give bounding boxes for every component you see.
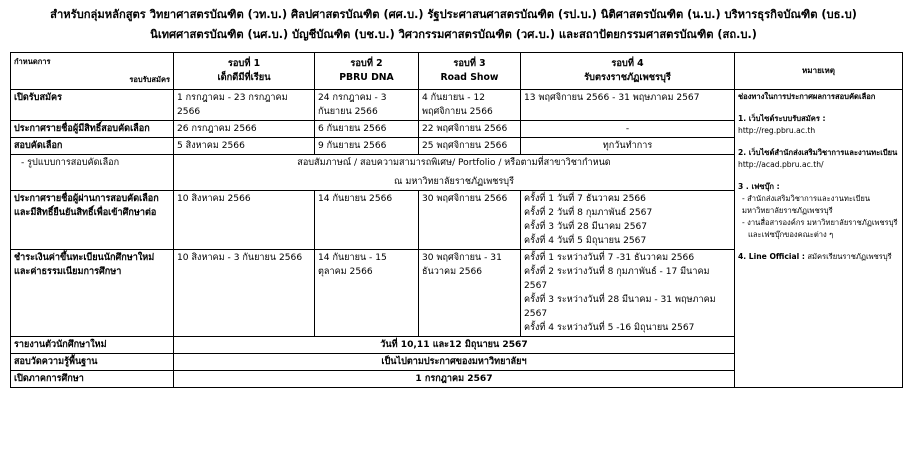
corner-bottom-label: รอบรับสมัคร: [129, 75, 170, 84]
pass-round4-item: ครั้งที่ 2 วันที่ 8 กุมภาพันธ์ 2567: [524, 208, 653, 218]
notes-header: หมายเหตุ: [735, 53, 903, 90]
fee-round4-item: ครั้งที่ 4 ระหว่างวันที่ 5 -16 มิถุนายน 2567: [524, 323, 695, 333]
corner-top-label: กำหนดการ: [14, 57, 51, 66]
round-header-3: รอบที่ 3 Road Show: [419, 53, 521, 90]
basic-value: เป็นไปตามประกาศของมหาวิทยาลัยฯ: [174, 354, 735, 371]
eligible-round3: 22 พฤศจิกายน 2566: [419, 121, 521, 138]
table-header-row: [11, 53, 903, 90]
exam-round4: ทุกวันทำการ: [521, 138, 735, 155]
exam-round3: 25 พฤศจิกายน 2566: [419, 138, 521, 155]
note-3-line: และเฟซบุ๊กของคณะต่าง ๆ: [748, 230, 834, 239]
row-label-apply: เปิดรับสมัคร: [11, 90, 174, 121]
apply-round4: 13 พฤศจิกายน 2566 - 31 พฤษภาคม 2567: [521, 90, 735, 121]
round-header-1: รอบที่ 1 เด็กดีมีที่เรียน: [174, 53, 315, 90]
note-4-title: 4. Line Official :: [738, 252, 805, 261]
note-1-url[interactable]: http://reg.pbru.ac.th: [738, 126, 816, 135]
row-label-basic: สอบวัดความรู้พื้นฐาน: [11, 354, 174, 371]
note-2-url[interactable]: http://acad.pbru.ac.th/: [738, 160, 824, 169]
fee-round4: [521, 250, 735, 337]
term-value: 1 กรกฎาคม 2567: [174, 371, 735, 388]
pass-round1: 10 สิงหาคม 2566: [174, 191, 315, 250]
note-1-title: 1. เว็บไซต์ระบบรับสมัคร :: [738, 114, 826, 123]
apply-round3: 4 กันยายน - 12 พฤศจิกายน 2566: [419, 90, 521, 121]
page-title-line2: นิเทศศาสตรบัณฑิต (นศ.บ.) บัญชีบัณฑิต (บช.บ.) วิศวกรรมศาสตรบัณฑิต (วศ.บ.) และสถาปัตยกรรมศาสตรบัณฑิต (สถ.บ.): [150, 28, 757, 41]
eligible-round4: -: [521, 121, 735, 138]
exam-round2: 9 กันยายน 2566: [315, 138, 419, 155]
pass-round4: [521, 191, 735, 250]
apply-round1: 1 กรกฎาคม - 23 กรกฎาคม 2566: [174, 90, 315, 121]
row-label-eligible: ประกาศรายชื่อผู้มีสิทธิ์สอบคัดเลือก: [11, 121, 174, 138]
row-label-fee: ชำระเงินค่าขึ้นทะเบียนนักศึกษาใหม่และค่าธรรมเนียมการศึกษา: [11, 250, 174, 337]
report-value: วันที่ 10,11 และ12 มิถุนายน 2567: [174, 337, 735, 354]
note-3-line: - สำนักส่งเสริมวิชาการและงานทะเบียน มหาวิทยาลัยราชภัฏเพชรบุรี: [742, 194, 871, 215]
table-row-apply: [11, 90, 903, 121]
fee-round3: 30 พฤศจิกายน - 31 ธันวาคม 2566: [419, 250, 521, 337]
pass-round4-item: ครั้งที่ 4 วันที่ 5 มิถุนายน 2567: [524, 236, 647, 246]
pass-round3: 30 พฤศจิกายน 2566: [419, 191, 521, 250]
note-2-title: 2. เว็บไซต์สำนักส่งเสริมวิชาการและงานทะเบียน: [738, 148, 898, 157]
page-title-line1: สำหรับกลุ่มหลักสูตร วิทยาศาสตรบัณฑิต (วท.บ.) ศิลปศาสตรบัณฑิต (ศศ.บ.) รัฐประศาสนศาสตรบัณฑิต (รป.บ.) นิติศาสตรบัณฑิต (น.บ.) บริหารธุรกิจบัณฑิต (บธ.บ): [50, 8, 857, 21]
pass-round2: 14 กันยายน 2566: [315, 191, 419, 250]
row-label-report: รายงานตัวนักศึกษาใหม่: [11, 337, 174, 354]
exam-round1: 5 สิงหาคม 2566: [174, 138, 315, 155]
row-label-format: - รูปแบบการสอบคัดเลือก: [11, 155, 174, 191]
row-label-exam: สอบคัดเลือก: [11, 138, 174, 155]
format-line2: ณ มหาวิทยาลัยราชภัฏเพชรบุรี: [394, 177, 514, 187]
notes-cell: [735, 90, 903, 388]
fee-round4-item: ครั้งที่ 1 ระหว่างวันที่ 7 -31 ธันวาคม 2566: [524, 253, 695, 263]
admission-schedule-table: [10, 52, 903, 388]
note-4-text: สมัครเรียนราชภัฏเพชรบุรี: [807, 252, 892, 261]
round-header-2: รอบที่ 2 PBRU DNA: [315, 53, 419, 90]
format-cell: [174, 155, 735, 191]
pass-round4-item: ครั้งที่ 3 วันที่ 28 มีนาคม 2567: [524, 222, 648, 232]
eligible-round2: 6 กันยายน 2566: [315, 121, 419, 138]
format-line1: สอบสัมภาษณ์ / สอบความสามารถพิเศษ/ Portfolio / หรือตามที่สาขาวิชากำหนด: [297, 158, 611, 168]
row-label-term: เปิดภาคการศึกษา: [11, 371, 174, 388]
round-header-4: รอบที่ 4 รับตรงราชภัฏเพชรบุรี: [521, 53, 735, 90]
fee-round1: 10 สิงหาคม - 3 กันยายน 2566: [174, 250, 315, 337]
notes-title: ช่องทางในการประกาศผลการสอบคัดเลือก: [738, 92, 876, 101]
apply-round2: 24 กรกฎาคม - 3 กันยายน 2566: [315, 90, 419, 121]
fee-round2: 14 กันยายน - 15 ตุลาคม 2566: [315, 250, 419, 337]
note-3-title: 3 . เฟซบุ๊ก :: [738, 182, 780, 191]
corner-header-cell: [11, 53, 174, 90]
note-3-line: - งานสื่อสารองค์กร มหาวิทยาลัยราชภัฏเพชรบุรี: [742, 218, 898, 227]
fee-round4-item: ครั้งที่ 2 ระหว่างวันที่ 8 กุมภาพันธ์ - 17 มีนาคม 2567: [524, 267, 710, 291]
pass-round4-item: ครั้งที่ 1 วันที่ 7 ธันวาคม 2566: [524, 194, 646, 204]
fee-round4-item: ครั้งที่ 3 ระหว่างวันที่ 28 มีนาคม - 31 พฤษภาคม 2567: [524, 295, 716, 319]
eligible-round1: 26 กรกฎาคม 2566: [174, 121, 315, 138]
row-label-pass: ประกาศรายชื่อผู้ผ่านการสอบคัดเลือกและมีสิทธิ์ยืนยันสิทธิ์เพื่อเข้าศึกษาต่อ: [11, 191, 174, 250]
